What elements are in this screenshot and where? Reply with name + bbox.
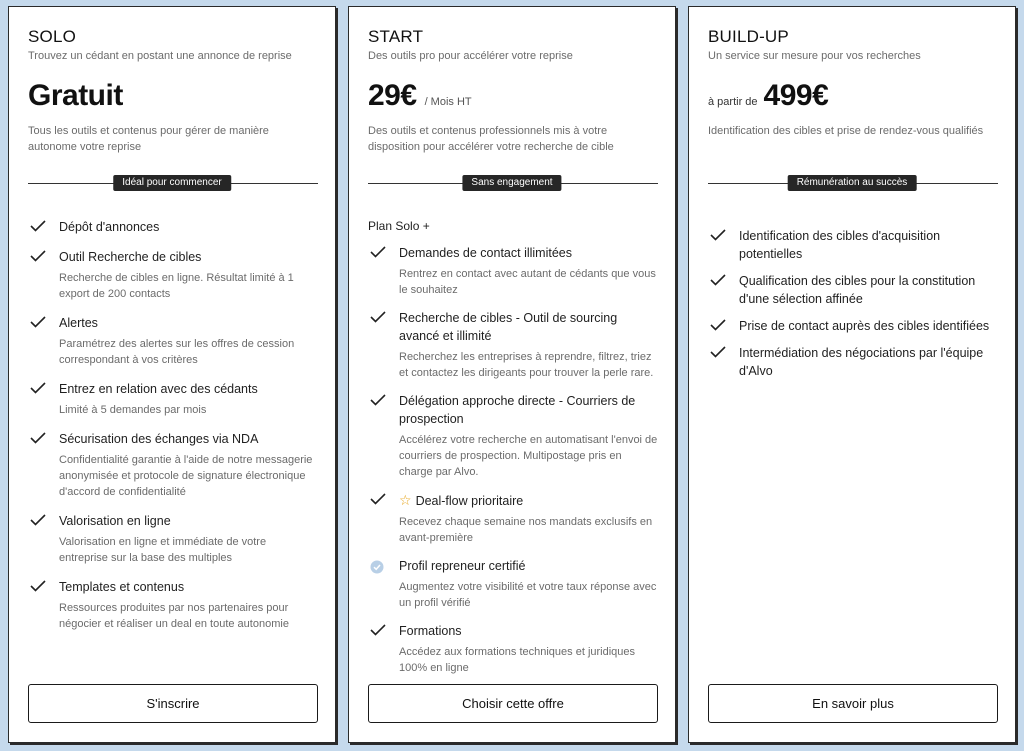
plan-price: Gratuit [28,79,123,112]
feature-title: Intermédiation des négociations par l'équipe d'Alvo [739,346,984,378]
feature-title: Prise de contact auprès des cibles identifiées [739,319,990,333]
plan-card-start [348,6,676,743]
plan-badge: Rémunération au succès [788,175,917,191]
feature-item [28,578,318,632]
check-icon [30,316,46,328]
plan-price: 499€ [763,79,829,112]
check-icon [370,246,386,258]
check-icon [30,514,46,526]
feature-description: Ressources produites par nos partenaires pour négocier et réaliser un deal en toute autonomie [59,602,289,630]
price-row [368,79,472,113]
feature-title-text: Deal-flow prioritaire [415,494,524,508]
check-icon [710,319,726,331]
feature-title: Templates et contenus [59,580,185,594]
feature-description: Recherchez les entreprises à reprendre, filtrez, triez et contactez les dirigeants pour trouver la perle rare. [399,351,654,379]
feature-description: Recherche de cibles en ligne. Résultat limité à 1 export de 200 contacts [59,272,294,300]
feature-description: Accédez aux formations techniques et juridiques 100% en ligne [399,646,636,674]
price-suffix: / Mois HT [424,96,472,108]
feature-title: Outil Recherche de cibles [59,250,202,264]
feature-description: Confidentialité garantie à l'aide de notre messagerie anonymisée et protocole de signature électronique d'accord de confidentialité [59,454,313,498]
plan-tagline: Trouvez un cédant en postant une annonce de reprise [28,50,292,62]
feature-title: Délégation approche directe - Courriers de prospection [399,394,636,426]
plan-price: 29€ [368,79,417,112]
check-icon [370,493,386,505]
feature-title: Valorisation en ligne [59,514,171,528]
check-icon [30,220,46,232]
check-icon [30,250,46,262]
feature-title: Profil repreneur certifié [399,559,526,573]
feature-item [28,430,318,500]
check-icon [30,432,46,444]
feature-description: Paramétrez des alertes sur les offres de cession correspondant à vos critères [59,338,295,366]
price-row [28,79,123,113]
feature-item [368,491,658,546]
feature-item [368,244,658,298]
feature-title: Qualification des cibles pour la constitution d'une sélection affinée [739,274,976,306]
plan-base-label: Plan Solo + [368,219,430,233]
feature-item [28,314,318,368]
feature-item [708,317,998,335]
feature-list [28,218,318,632]
feature-item [708,344,998,380]
plan-name: SOLO [28,27,77,46]
plan-description: Identification des cibles et prise de rendez-vous qualifiés [708,125,984,137]
feature-item [28,248,318,302]
check-icon [710,346,726,358]
feature-description: Valorisation en ligne et immédiate de votre entreprise sur la base des multiples [59,536,267,564]
feature-description: Recevez chaque semaine nos mandats exclusifs en avant-première [399,516,653,544]
feature-item [708,227,998,263]
feature-title: Demandes de contact illimitées [399,246,572,260]
feature-item [708,272,998,308]
check-icon [370,394,386,406]
feature-item [368,622,658,676]
plan-tagline: Un service sur mesure pour vos recherches [708,50,921,62]
feature-title: Recherche de cibles - Outil de sourcing avancé et illimité [399,311,618,343]
check-icon [710,274,726,286]
feature-item [368,392,658,480]
star-icon: ☆ [399,492,412,508]
feature-item [28,218,318,236]
feature-item [28,380,318,418]
check-icon [370,311,386,323]
choose-offer-button[interactable]: Choisir cette offre [368,684,658,723]
feature-description: Rentrez en contact avec autant de cédants que vous le souhaitez [399,268,656,296]
check-icon [710,229,726,241]
check-icon [30,382,46,394]
feature-item [28,512,318,566]
plan-badge: Sans engagement [462,175,561,191]
feature-title: Identification des cibles d'acquisition potentielles [739,229,941,261]
plan-badge: Idéal pour commencer [113,175,231,191]
plan-description: Tous les outils et contenus pour gérer de manière autonome votre reprise [28,125,269,153]
price-row [708,79,828,113]
plan-card-solo [8,6,336,743]
feature-item [368,309,658,381]
plan-tagline: Des outils pro pour accélérer votre reprise [368,50,573,62]
feature-description: Limité à 5 demandes par mois [59,404,207,416]
learn-more-button[interactable]: En savoir plus [708,684,998,723]
certified-badge-icon [370,560,384,574]
feature-title: Sécurisation des échanges via NDA [59,432,259,446]
feature-title [399,491,658,510]
check-icon [30,580,46,592]
plan-name: START [368,27,424,46]
feature-description: Accélérez votre recherche en automatisant l'envoi de courriers de prospection. Multipostage pris en charge par Alvo. [399,434,658,478]
price-prefix: à partir de [708,96,758,108]
feature-list [708,227,998,380]
feature-title: Alertes [59,316,98,330]
feature-title: Dépôt d'annonces [59,220,160,234]
feature-description: Augmentez votre visibilité et votre taux réponse avec un profil vérifié [399,581,657,609]
feature-list [368,219,658,676]
feature-title: Formations [399,624,462,638]
signup-button[interactable]: S'inscrire [28,684,318,723]
check-icon [370,624,386,636]
feature-item [368,557,658,611]
plan-name: BUILD-UP [708,27,789,46]
feature-title: Entrez en relation avec des cédants [59,382,258,396]
plan-card-build-up [688,6,1016,743]
plan-description: Des outils et contenus professionnels mis à votre disposition pour accélérer votre recherche de cible [368,125,614,153]
